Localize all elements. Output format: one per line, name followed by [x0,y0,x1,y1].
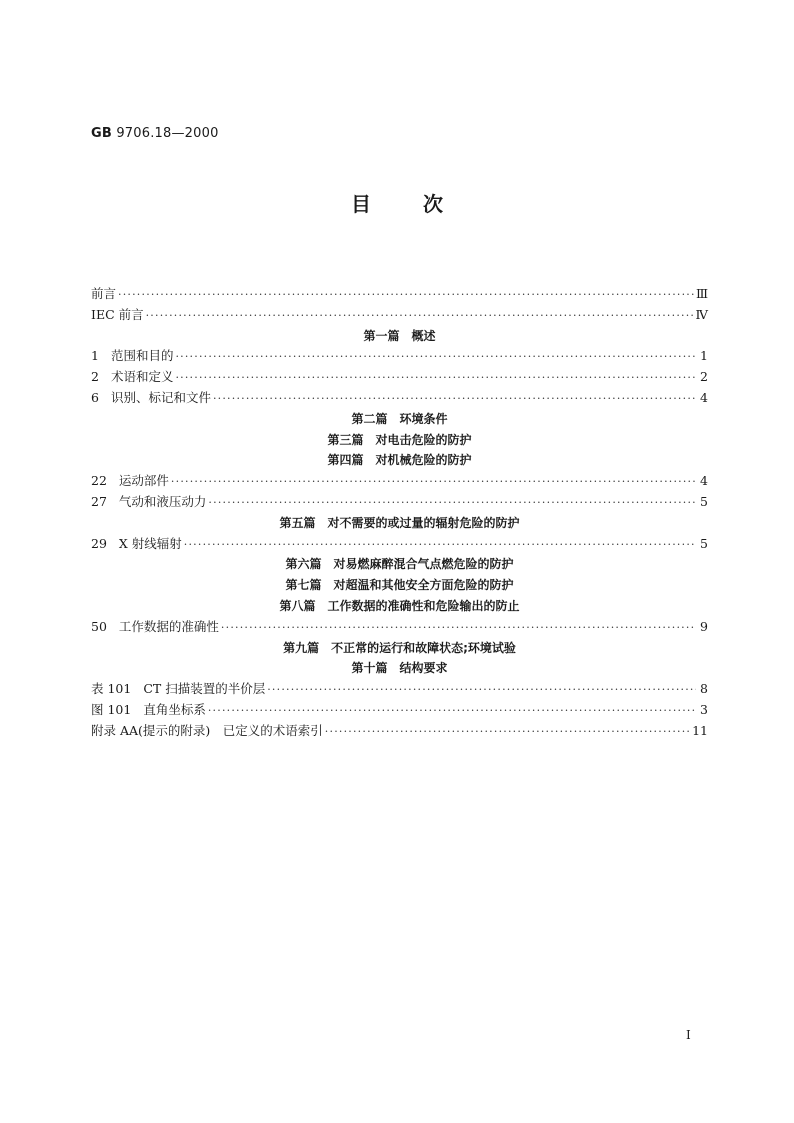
toc-entry-number: 6 [91,389,99,405]
toc-entry-number: 27 [91,493,107,509]
toc-entry-page: Ⅳ [695,306,708,322]
toc-part-title: 工作数据的准确性和危险输出的防止 [327,598,520,613]
toc-leader-dots [221,618,696,639]
standard-number [91,126,219,141]
toc-part-number: 第九篇 [283,640,320,655]
toc-part-title: 环境条件 [399,411,448,426]
toc-entry-text: CT 扫描装置的半价层 [143,681,266,697]
toc-part-number: 第十篇 [351,661,388,676]
table-of-contents [91,284,708,742]
toc-entry [91,346,708,367]
toc-entry-label [91,679,265,700]
toc-entry-text: 术语和定义 [110,369,174,385]
toc-entry [91,617,708,638]
page-number: I [686,1028,691,1042]
toc-entry-text: X 射线辐射 [118,535,182,551]
toc-entry-label [91,367,173,388]
toc-entry-number: 2 [91,369,99,385]
toc-entry [91,284,708,305]
toc-part-title: 不正常的运行和故障状态;环境试验 [331,640,516,655]
toc-part-number: 第三篇 [327,432,364,447]
toc-entry [91,700,708,721]
toc-part-heading [91,575,708,596]
toc-entry-page: 2 [700,369,708,385]
toc-entry-text: IEC 前言 [91,306,144,322]
toc-part-title: 对易燃麻醉混合气点燃危险的防护 [333,557,514,572]
toc-leader-dots [325,722,690,743]
toc-part-heading [91,658,708,679]
toc-entry-number: 29 [91,535,107,551]
toc-leader-dots [118,285,694,306]
toc-entry-text: 识别、标记和文件 [110,389,211,405]
toc-entry-label [91,346,173,367]
toc-part-number: 第四篇 [327,453,364,468]
toc-part-number: 第七篇 [285,578,322,593]
toc-entry-text: 工作数据的准确性 [118,618,219,634]
toc-leader-dots [184,535,696,556]
toc-part-heading [91,326,708,347]
toc-entry-label [91,700,206,721]
page-title: 目次 [351,192,495,216]
toc-entry-number: 50 [91,618,107,634]
toc-part-title: 对超温和其他安全方面危险的防护 [333,578,514,593]
toc-entry-page: 5 [700,535,708,551]
toc-entry-label [91,492,206,513]
toc-entry [91,721,708,742]
toc-part-number: 第五篇 [279,515,316,530]
standard-prefix: GB [91,126,112,141]
toc-part-heading [91,409,708,430]
toc-part-title: 对不需要的或过量的辐射危险的防护 [327,515,520,530]
toc-part-heading [91,513,708,534]
toc-entry [91,471,708,492]
toc-leader-dots [208,701,696,722]
toc-entry-label [91,284,116,305]
toc-part-number: 第一篇 [363,328,400,343]
toc-entry-page: 3 [700,701,708,717]
toc-leader-dots [175,347,696,368]
toc-part-number: 第六篇 [285,557,322,572]
toc-entry [91,679,708,700]
toc-entry-page: 8 [700,681,708,697]
toc-leader-dots [213,389,696,410]
toc-part-heading [91,430,708,451]
toc-entry-page: 9 [700,618,708,634]
toc-part-number: 第二篇 [351,411,388,426]
toc-entry-page: 4 [700,389,708,405]
toc-leader-dots [171,472,696,493]
toc-entry-page: Ⅲ [695,286,708,301]
toc-entry-page: 1 [700,348,708,364]
toc-entry-text: 范围和目的 [110,348,174,364]
toc-leader-dots [267,680,696,701]
toc-entry-label [91,721,323,742]
toc-entry-page: 11 [692,722,708,738]
toc-leader-dots [208,493,696,514]
toc-part-heading [91,596,708,617]
toc-entry [91,388,708,409]
toc-entry-label [91,305,144,326]
toc-part-number: 第八篇 [279,598,316,613]
toc-leader-dots [175,368,696,389]
toc-entry-text: 前言 [91,286,117,301]
standard-code: 9706.18—2000 [116,126,219,141]
toc-part-title: 结构要求 [399,661,448,676]
toc-entry-number: 表 101 [91,681,132,697]
toc-entry-text: 直角坐标系 [143,701,206,717]
toc-entry-label [91,471,169,492]
toc-entry-text: 附录 AA(提示的附录) 已定义的术语索引 [91,722,323,738]
toc-entry-label [91,617,219,638]
toc-entry [91,534,708,555]
toc-part-title: 概述 [411,328,436,343]
toc-part-heading [91,554,708,575]
toc-part-title: 对电击危险的防护 [375,432,472,447]
toc-leader-dots [146,306,694,327]
toc-part-heading [91,638,708,659]
toc-entry-text: 气动和液压动力 [118,493,207,509]
toc-entry-label [91,534,182,555]
toc-entry-page: 5 [700,493,708,509]
toc-entry-text: 运动部件 [118,473,169,489]
toc-entry-number: 22 [91,473,107,489]
toc-entry [91,367,708,388]
toc-entry-number: 1 [91,348,99,364]
toc-part-heading [91,450,708,471]
toc-entry-label [91,388,211,409]
toc-entry-number: 图 101 [91,701,132,717]
toc-part-title: 对机械危险的防护 [375,453,472,468]
toc-entry [91,492,708,513]
toc-entry-page: 4 [700,473,708,489]
toc-entry [91,305,708,326]
